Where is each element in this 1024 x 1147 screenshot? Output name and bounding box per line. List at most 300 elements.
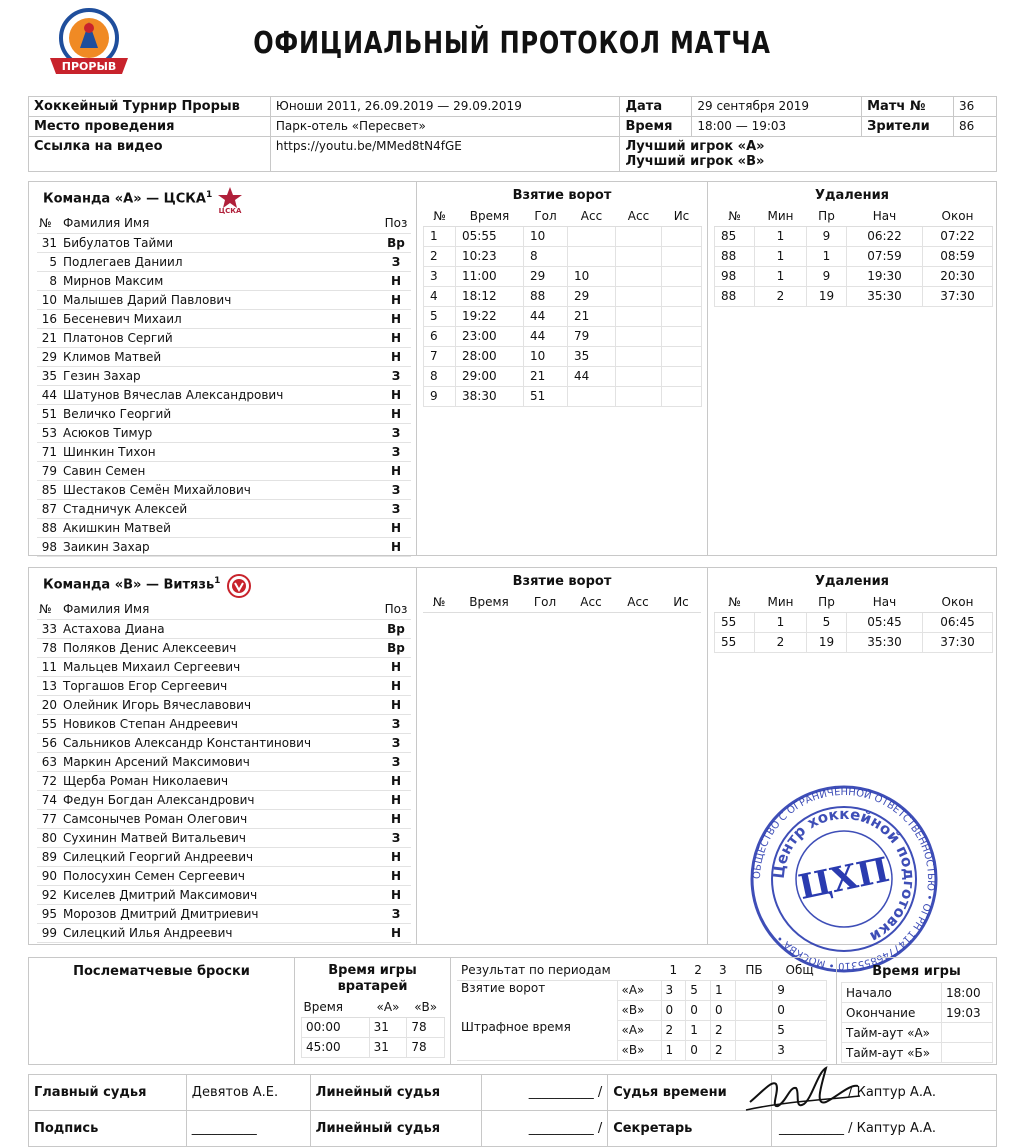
goal-scorer: 8 bbox=[524, 246, 568, 266]
goalie-time-table bbox=[301, 997, 445, 1058]
pim-label: Штрафное время bbox=[457, 1020, 617, 1060]
table-row bbox=[37, 518, 411, 537]
table-row bbox=[37, 499, 411, 518]
table-row bbox=[37, 923, 411, 942]
player-name: Стадничук Алексей bbox=[61, 499, 381, 518]
table-row bbox=[424, 266, 702, 286]
table-row bbox=[37, 385, 411, 404]
goals-header-ast1: Асс bbox=[568, 206, 616, 226]
table-row bbox=[424, 306, 702, 326]
goal-assist-2 bbox=[616, 246, 662, 266]
player-name: Акишкин Матвей bbox=[61, 518, 381, 537]
team-a-panel bbox=[28, 181, 997, 556]
player-position: Вр bbox=[381, 619, 411, 638]
goal-assist-1 bbox=[568, 226, 616, 246]
table-row bbox=[37, 290, 411, 309]
player-position: Н bbox=[381, 809, 411, 828]
goal-time: 28:00 bbox=[456, 346, 524, 366]
pen-header-num: № bbox=[715, 206, 755, 226]
goal-is bbox=[662, 226, 702, 246]
period-results-section bbox=[451, 958, 837, 1064]
player-name: Полосухин Семен Сергеевич bbox=[61, 866, 381, 885]
penalty-minutes: 2 bbox=[755, 632, 807, 652]
table-row bbox=[715, 286, 993, 306]
penalty-minutes: 1 bbox=[755, 266, 807, 286]
player-number: 53 bbox=[37, 423, 61, 442]
table-row bbox=[37, 619, 411, 638]
table-row bbox=[424, 286, 702, 306]
player-number: 31 bbox=[37, 233, 61, 252]
team-b-roster-column bbox=[29, 568, 417, 944]
player-number: 87 bbox=[37, 499, 61, 518]
player-name: Шатунов Вячеслав Александрович bbox=[61, 385, 381, 404]
player-position: З bbox=[381, 442, 411, 461]
player-position: З bbox=[381, 366, 411, 385]
pim-b-p2: 0 bbox=[686, 1040, 711, 1060]
player-number: 63 bbox=[37, 752, 61, 771]
player-number: 89 bbox=[37, 847, 61, 866]
table-row bbox=[715, 612, 993, 632]
goals-header-is: Ис bbox=[662, 206, 702, 226]
player-number: 11 bbox=[37, 657, 61, 676]
team-a-goals-title: Взятие ворот bbox=[512, 188, 612, 203]
pen-header-end: Окон bbox=[923, 592, 993, 612]
table-row bbox=[37, 866, 411, 885]
match-label: Матч № bbox=[862, 97, 954, 117]
goal-assist-1: 35 bbox=[568, 346, 616, 366]
penalty-number: 98 bbox=[715, 266, 755, 286]
player-name: Малышев Дарий Павлович bbox=[61, 290, 381, 309]
gk-header-time: Время bbox=[302, 997, 370, 1017]
player-position: Н bbox=[381, 518, 411, 537]
team-b-penalties-title: Удаления bbox=[814, 574, 890, 589]
goals-header-goal: Гол bbox=[523, 592, 567, 612]
table-row bbox=[424, 326, 702, 346]
player-position: З bbox=[381, 480, 411, 499]
player-name: Мирнов Максим bbox=[61, 271, 381, 290]
period-header-3: 3 bbox=[710, 960, 735, 980]
player-name: Федун Богдан Александрович bbox=[61, 790, 381, 809]
player-position: Н bbox=[381, 347, 411, 366]
pen-header-start: Нач bbox=[847, 206, 923, 226]
player-name: Мальцев Михаил Сергеевич bbox=[61, 657, 381, 676]
player-number: 55 bbox=[37, 714, 61, 733]
timeout-b-label: Тайм-аут «Б» bbox=[842, 1043, 942, 1063]
goal-number: 3 bbox=[424, 266, 456, 286]
player-position: Н bbox=[381, 866, 411, 885]
player-position: Н bbox=[381, 461, 411, 480]
table-row bbox=[37, 328, 411, 347]
table-row bbox=[37, 676, 411, 695]
player-name: Поляков Денис Алексеевич bbox=[61, 638, 381, 657]
goal-is bbox=[662, 346, 702, 366]
table-row bbox=[37, 847, 411, 866]
sign-label: Подпись bbox=[29, 1111, 187, 1147]
goal-scorer: 29 bbox=[524, 266, 568, 286]
table-row bbox=[37, 366, 411, 385]
goal-scorer: 10 bbox=[524, 346, 568, 366]
player-name: Новиков Степан Андреевич bbox=[61, 714, 381, 733]
game-time-table bbox=[841, 982, 993, 1063]
player-name: Климов Матвей bbox=[61, 347, 381, 366]
gk-header-b: «В» bbox=[407, 997, 445, 1017]
goal-assist-2 bbox=[616, 366, 662, 386]
pim-b-p1: 1 bbox=[661, 1040, 686, 1060]
table-row bbox=[37, 885, 411, 904]
table-row bbox=[37, 904, 411, 923]
logo-text: ПРОРЫВ bbox=[61, 60, 117, 73]
line-ref-label: Линейный судья bbox=[310, 1075, 482, 1111]
pen-header-min: Мин bbox=[755, 206, 807, 226]
player-name: Маркин Арсений Максимович bbox=[61, 752, 381, 771]
gk-time: 45:00 bbox=[302, 1037, 370, 1057]
shootout-section bbox=[29, 958, 295, 1064]
goal-time: 23:00 bbox=[456, 326, 524, 346]
table-row bbox=[37, 480, 411, 499]
gk-header-a: «А» bbox=[369, 997, 407, 1017]
player-name: Торгашов Егор Сергеевич bbox=[61, 676, 381, 695]
timeout-a-label: Тайм-аут «А» bbox=[842, 1023, 942, 1043]
table-row bbox=[424, 386, 702, 406]
roster-header-num: № bbox=[37, 600, 61, 619]
table-row bbox=[715, 246, 993, 266]
goal-number: 2 bbox=[424, 246, 456, 266]
player-number: 78 bbox=[37, 638, 61, 657]
goals-a-pb bbox=[735, 980, 773, 1000]
gk-team-b: 78 bbox=[407, 1017, 445, 1037]
goal-assist-1: 29 bbox=[568, 286, 616, 306]
table-row bbox=[37, 771, 411, 790]
venue-value: Парк-отель «Пересвет» bbox=[270, 117, 620, 137]
secretary-label: Секретарь bbox=[608, 1111, 772, 1147]
player-position: Н bbox=[381, 657, 411, 676]
player-position: З bbox=[381, 252, 411, 271]
player-number: 56 bbox=[37, 733, 61, 752]
player-position: Вр bbox=[381, 233, 411, 252]
goal-time: 19:22 bbox=[456, 306, 524, 326]
end-value: 19:03 bbox=[942, 1003, 993, 1023]
player-number: 35 bbox=[37, 366, 61, 385]
table-row bbox=[37, 828, 411, 847]
table-row bbox=[37, 752, 411, 771]
penalty-reason: 19 bbox=[807, 286, 847, 306]
goals-header-time: Время bbox=[456, 206, 524, 226]
penalty-reason: 9 bbox=[807, 226, 847, 246]
player-position: Н bbox=[381, 328, 411, 347]
main-ref-value: Девятов А.Е. bbox=[186, 1075, 310, 1111]
goals-header-ast2: Асс bbox=[615, 592, 661, 612]
player-name: Астахова Диана bbox=[61, 619, 381, 638]
player-name: Силецкий Георгий Андреевич bbox=[61, 847, 381, 866]
goal-assist-1 bbox=[568, 386, 616, 406]
table-row bbox=[37, 657, 411, 676]
video-url[interactable]: https://youtu.be/MMed8tN4fGE bbox=[275, 139, 462, 153]
table-row bbox=[424, 246, 702, 266]
video-link[interactable] bbox=[270, 137, 620, 172]
penalty-minutes: 1 bbox=[755, 612, 807, 632]
player-number: 8 bbox=[37, 271, 61, 290]
goals-header-ast2: Асс bbox=[616, 206, 662, 226]
goals-b-total: 0 bbox=[773, 1000, 827, 1020]
period-results-table bbox=[457, 960, 827, 1061]
table-row bbox=[424, 366, 702, 386]
penalty-start: 06:22 bbox=[847, 226, 923, 246]
player-name: Сальников Александр Константинович bbox=[61, 733, 381, 752]
summary-panel bbox=[28, 957, 997, 1065]
pim-a-pb bbox=[735, 1020, 773, 1040]
period-header-1: 1 bbox=[661, 960, 686, 980]
goals-b-p1: 0 bbox=[661, 1000, 686, 1020]
penalty-minutes: 1 bbox=[755, 246, 807, 266]
goal-time: 05:55 bbox=[456, 226, 524, 246]
penalty-reason: 9 bbox=[807, 266, 847, 286]
penalty-reason: 5 bbox=[807, 612, 847, 632]
cska-logo-icon bbox=[215, 186, 245, 214]
goalie-time-title: Время игры вратарей bbox=[328, 963, 417, 994]
pim-a-p1: 2 bbox=[661, 1020, 686, 1040]
goals-a-p3: 1 bbox=[710, 980, 735, 1000]
player-name: Асюков Тимур bbox=[61, 423, 381, 442]
goal-assist-2 bbox=[616, 286, 662, 306]
player-name: Савин Семен bbox=[61, 461, 381, 480]
player-number: 90 bbox=[37, 866, 61, 885]
player-position: З bbox=[381, 423, 411, 442]
date-value: 29 сентября 2019 bbox=[692, 97, 862, 117]
player-position: З bbox=[381, 828, 411, 847]
goals-b-p2: 0 bbox=[686, 1000, 711, 1020]
penalty-reason: 19 bbox=[807, 632, 847, 652]
goal-is bbox=[662, 306, 702, 326]
team-b-goals-title: Взятие ворот bbox=[512, 574, 612, 589]
pim-a-p3: 2 bbox=[710, 1020, 735, 1040]
timeout-b-value bbox=[942, 1043, 993, 1063]
period-header-pb: ПБ bbox=[735, 960, 773, 980]
pen-header-end: Окон bbox=[923, 206, 993, 226]
penalty-start: 05:45 bbox=[847, 612, 923, 632]
goal-assist-1: 21 bbox=[568, 306, 616, 326]
goal-assist-2 bbox=[616, 306, 662, 326]
goals-header-is: Ис bbox=[661, 592, 701, 612]
team-a-penalties-table bbox=[714, 206, 993, 307]
goal-is bbox=[662, 266, 702, 286]
vityaz-logo-icon bbox=[227, 574, 251, 598]
goal-scorer: 44 bbox=[524, 326, 568, 346]
goal-assist-1: 44 bbox=[568, 366, 616, 386]
sign-value: __________ bbox=[186, 1111, 310, 1147]
table-row bbox=[302, 1037, 445, 1057]
player-position: Н bbox=[381, 537, 411, 556]
player-number: 10 bbox=[37, 290, 61, 309]
player-number: 88 bbox=[37, 518, 61, 537]
player-name: Бибулатов Тайми bbox=[61, 233, 381, 252]
team-b-label: Команда «В» — Витязь bbox=[43, 577, 215, 593]
player-number: 77 bbox=[37, 809, 61, 828]
player-name: Силецкий Илья Андреевич bbox=[61, 923, 381, 942]
penalty-reason: 1 bbox=[807, 246, 847, 266]
table-row bbox=[37, 537, 411, 556]
game-time-title: Время игры bbox=[872, 964, 961, 979]
main-ref-label: Главный судья bbox=[29, 1075, 187, 1111]
team-b-sup: 1 bbox=[214, 576, 221, 586]
player-position: Н bbox=[381, 404, 411, 423]
goals-header-goal: Гол bbox=[524, 206, 568, 226]
secretary-value: __________ / Каптур А.А. bbox=[771, 1111, 996, 1147]
time-label: Время bbox=[620, 117, 692, 137]
goals-team-a: «А» bbox=[617, 980, 661, 1000]
spectators-value: 86 bbox=[954, 117, 997, 137]
goal-time: 11:00 bbox=[456, 266, 524, 286]
best-player-a-label: Лучший игрок «А» bbox=[625, 139, 765, 154]
table-row bbox=[302, 1017, 445, 1037]
pim-a-total: 5 bbox=[773, 1020, 827, 1040]
pim-team-a: «А» bbox=[617, 1020, 661, 1040]
roster-header-pos: Поз bbox=[381, 214, 411, 233]
pen-header-start: Нач bbox=[847, 592, 923, 612]
player-number: 85 bbox=[37, 480, 61, 499]
goal-is bbox=[662, 366, 702, 386]
table-row bbox=[37, 714, 411, 733]
pim-a-p2: 1 bbox=[686, 1020, 711, 1040]
team-a-goals-column bbox=[417, 182, 708, 555]
player-position: Н bbox=[381, 923, 411, 942]
video-label: Ссылка на видео bbox=[29, 137, 271, 172]
table-row bbox=[37, 404, 411, 423]
goal-is bbox=[662, 246, 702, 266]
pen-header-pr: Пр bbox=[807, 592, 847, 612]
table-row bbox=[37, 347, 411, 366]
penalty-number: 55 bbox=[715, 612, 755, 632]
penalty-start: 07:59 bbox=[847, 246, 923, 266]
penalty-start: 35:30 bbox=[847, 632, 923, 652]
goals-header-num: № bbox=[423, 592, 455, 612]
table-row bbox=[37, 233, 411, 252]
goal-scorer: 51 bbox=[524, 386, 568, 406]
table-row bbox=[424, 226, 702, 246]
roster-header-name: Фамилия Имя bbox=[61, 600, 381, 619]
time-judge-value: / Каптур А.А. bbox=[771, 1075, 996, 1111]
penalty-number: 88 bbox=[715, 286, 755, 306]
player-number: 95 bbox=[37, 904, 61, 923]
penalty-number: 88 bbox=[715, 246, 755, 266]
player-number: 71 bbox=[37, 442, 61, 461]
table-row bbox=[37, 252, 411, 271]
goal-scorer: 44 bbox=[524, 306, 568, 326]
goal-scorer: 10 bbox=[524, 226, 568, 246]
player-position: З bbox=[381, 904, 411, 923]
goal-assist-1: 79 bbox=[568, 326, 616, 346]
player-number: 98 bbox=[37, 537, 61, 556]
player-name: Гезин Захар bbox=[61, 366, 381, 385]
roster-header-pos: Поз bbox=[381, 600, 411, 619]
player-position: Н bbox=[381, 385, 411, 404]
pim-b-pb bbox=[735, 1040, 773, 1060]
goal-assist-2 bbox=[616, 346, 662, 366]
penalty-minutes: 1 bbox=[755, 226, 807, 246]
player-position: Н bbox=[381, 271, 411, 290]
timeout-a-value bbox=[942, 1023, 993, 1043]
team-a-penalties-column bbox=[708, 182, 996, 555]
player-position: Н bbox=[381, 695, 411, 714]
organization-stamp bbox=[746, 784, 942, 974]
player-number: 16 bbox=[37, 309, 61, 328]
line-ref2-value: __________ / bbox=[482, 1111, 608, 1147]
player-position: З bbox=[381, 733, 411, 752]
game-time-section bbox=[837, 958, 996, 1064]
player-position: Вр bbox=[381, 638, 411, 657]
goal-time: 29:00 bbox=[456, 366, 524, 386]
penalty-minutes: 2 bbox=[755, 286, 807, 306]
player-number: 21 bbox=[37, 328, 61, 347]
table-row bbox=[715, 632, 993, 652]
stamp-inner-text: Центр хоккейной подготовки bbox=[769, 804, 919, 947]
start-value: 18:00 bbox=[942, 983, 993, 1003]
player-name: Щерба Роман Николаевич bbox=[61, 771, 381, 790]
cska-logo-text: ЦСКА bbox=[218, 207, 242, 214]
goals-header-num: № bbox=[424, 206, 456, 226]
goal-assist-1: 10 bbox=[568, 266, 616, 286]
periods-title: Результат по периодам bbox=[457, 960, 661, 980]
line-ref2-label: Линейный судья bbox=[310, 1111, 482, 1147]
pen-header-min: Мин bbox=[755, 592, 807, 612]
goals-a-total: 9 bbox=[773, 980, 827, 1000]
goals-b-pb bbox=[735, 1000, 773, 1020]
date-label: Дата bbox=[620, 97, 692, 117]
goals-team-b: «В» bbox=[617, 1000, 661, 1020]
goal-assist-2 bbox=[616, 326, 662, 346]
tournament-value: Юноши 2011, 26.09.2019 — 29.09.2019 bbox=[270, 97, 620, 117]
player-number: 72 bbox=[37, 771, 61, 790]
goals-header-time: Время bbox=[455, 592, 523, 612]
goal-number: 4 bbox=[424, 286, 456, 306]
time-value: 18:00 — 19:03 bbox=[692, 117, 862, 137]
penalty-end: 07:22 bbox=[923, 226, 993, 246]
player-number: 20 bbox=[37, 695, 61, 714]
roster-header-num: № bbox=[37, 214, 61, 233]
player-name: Киселев Дмитрий Максимович bbox=[61, 885, 381, 904]
goal-number: 9 bbox=[424, 386, 456, 406]
venue-label: Место проведения bbox=[29, 117, 271, 137]
player-number: 13 bbox=[37, 676, 61, 695]
player-number: 33 bbox=[37, 619, 61, 638]
player-position: Н bbox=[381, 290, 411, 309]
player-position: Н bbox=[381, 771, 411, 790]
team-b-goals-column bbox=[417, 568, 708, 944]
gk-time: 00:00 bbox=[302, 1017, 370, 1037]
team-a-sup: 1 bbox=[205, 190, 213, 200]
table-row bbox=[37, 309, 411, 328]
player-name: Бесеневич Михаил bbox=[61, 309, 381, 328]
player-position: Н bbox=[381, 309, 411, 328]
table-row bbox=[37, 809, 411, 828]
pim-b-total: 3 bbox=[773, 1040, 827, 1060]
player-name: Олейник Игорь Вячеславович bbox=[61, 695, 381, 714]
goals-b-p3: 0 bbox=[710, 1000, 735, 1020]
gk-team-b: 78 bbox=[407, 1037, 445, 1057]
goal-time: 38:30 bbox=[456, 386, 524, 406]
player-name: Самсонычев Роман Олегович bbox=[61, 809, 381, 828]
pim-b-p3: 2 bbox=[710, 1040, 735, 1060]
player-number: 44 bbox=[37, 385, 61, 404]
penalty-end: 37:30 bbox=[923, 632, 993, 652]
goal-number: 7 bbox=[424, 346, 456, 366]
pim-team-b: «В» bbox=[617, 1040, 661, 1060]
player-name: Шинкин Тихон bbox=[61, 442, 381, 461]
gk-team-a: 31 bbox=[369, 1037, 407, 1057]
time-judge-label: Судья времени bbox=[608, 1075, 772, 1111]
goals-a-p2: 5 bbox=[686, 980, 711, 1000]
table-row bbox=[715, 266, 993, 286]
player-number: 51 bbox=[37, 404, 61, 423]
